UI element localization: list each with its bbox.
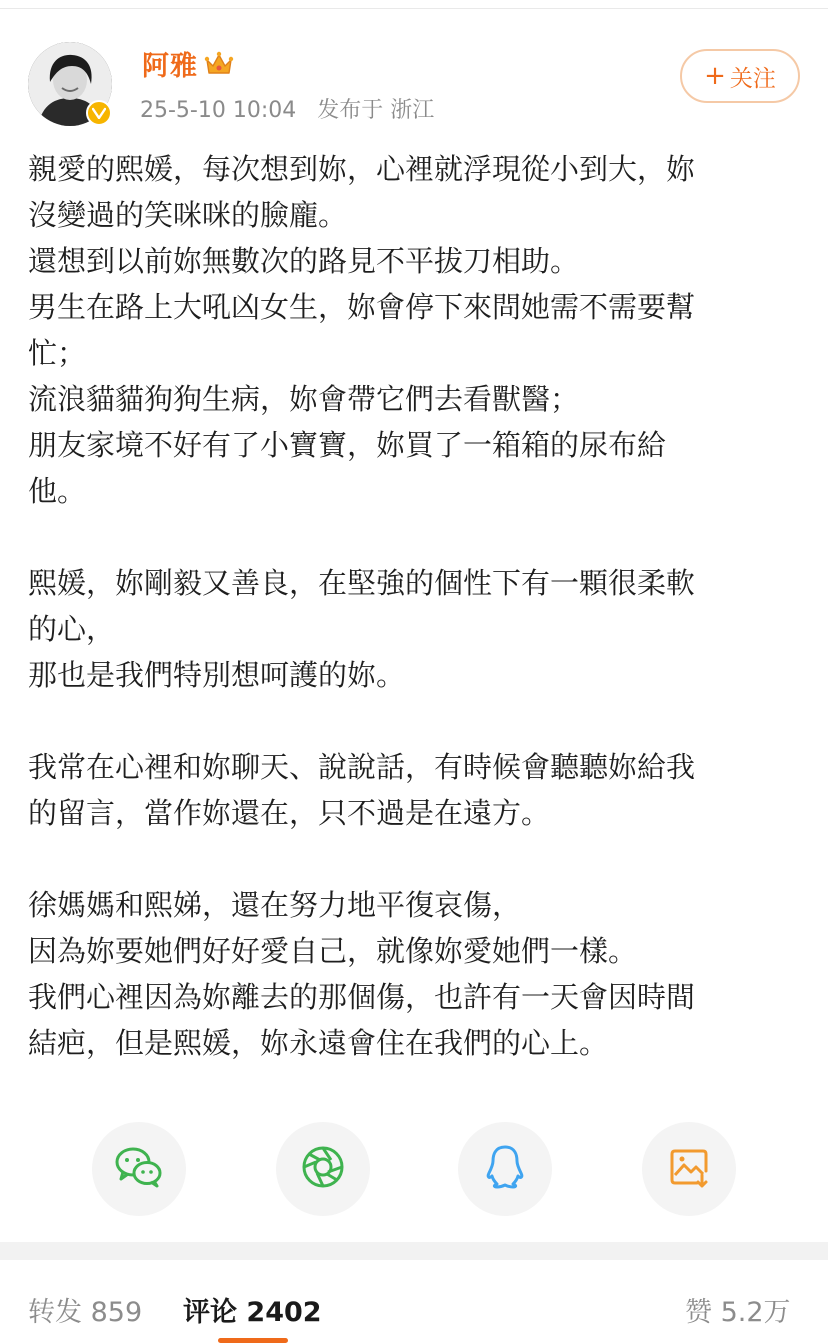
content-line: 朋友家境不好有了小寶寶，妳買了一箱箱的尿布給	[28, 428, 667, 462]
share-qq-button[interactable]	[458, 1122, 552, 1216]
content-line: 徐媽媽和熙娣，還在努力地平復哀傷，	[28, 888, 522, 922]
crown-icon[interactable]	[204, 51, 234, 77]
repost-label: 转发	[28, 1297, 82, 1328]
content-line: 他。	[28, 474, 87, 508]
content-line: 親愛的熙媛，每次想到妳，心裡就浮現從小到大，妳	[28, 152, 696, 186]
plus-icon: +	[704, 61, 726, 91]
content-line: 的留言，當作妳還在，只不過是在遠方。	[28, 796, 551, 830]
share-moments-button[interactable]	[276, 1122, 370, 1216]
author-row	[142, 44, 234, 83]
content-line: 忙；	[28, 336, 87, 370]
tab-repost[interactable]	[28, 1290, 142, 1329]
avatar-wrapper[interactable]	[28, 42, 112, 126]
repost-count: 859	[90, 1297, 143, 1328]
wechat-icon	[114, 1145, 164, 1193]
comment-count: 2402	[246, 1297, 322, 1328]
content-line: 流浪貓貓狗狗生病，妳會帶它們去看獸醫；	[28, 382, 580, 416]
content-line: 沒變過的笑咪咪的臉龐。	[28, 198, 348, 232]
post-timestamp: 25-5-10 10:04	[140, 98, 297, 123]
content-line: 男生在路上大吼凶女生，妳會停下來問她需不需要幫	[28, 290, 696, 324]
follow-label: 关注	[729, 65, 776, 92]
share-bar	[0, 1122, 828, 1218]
save-image-button[interactable]	[642, 1122, 736, 1216]
top-divider	[0, 8, 828, 9]
share-wechat-button[interactable]	[92, 1122, 186, 1216]
like-count: 5.2万	[720, 1297, 791, 1328]
content-line: 結疤，但是熙媛，妳永遠會住在我們的心上。	[28, 1026, 609, 1060]
moments-icon	[300, 1144, 346, 1194]
section-divider	[0, 1242, 828, 1260]
interaction-tabs	[0, 1260, 828, 1343]
post-content	[28, 146, 808, 1066]
active-tab-indicator	[218, 1338, 288, 1343]
content-line: 我們心裡因為妳離去的那個傷，也許有一天會因時間	[28, 980, 696, 1014]
qq-icon	[483, 1143, 527, 1195]
paragraph-gap	[28, 698, 808, 744]
paragraph-gap	[28, 514, 808, 560]
content-line: 那也是我們特別想呵護的妳。	[28, 658, 406, 692]
content-line: 的心，	[28, 612, 116, 646]
content-line: 還想到以前妳無數次的路見不平拔刀相助。	[28, 244, 580, 278]
content-line: 因為妳要她們好好愛自己，就像妳愛她們一樣。	[28, 934, 638, 968]
tab-comments[interactable]	[183, 1290, 322, 1329]
post-location: 发布于 浙江	[317, 98, 435, 123]
comment-label: 评论	[183, 1297, 237, 1328]
tab-likes[interactable]	[685, 1290, 791, 1329]
content-line: 我常在心裡和妳聊天、說說話，有時候會聽聽妳給我	[28, 750, 696, 784]
verified-badge-icon	[86, 100, 112, 126]
author-name[interactable]: 阿雅	[142, 51, 198, 82]
paragraph-gap	[28, 836, 808, 882]
follow-button[interactable]	[680, 49, 800, 103]
content-line: 熙媛，妳剛毅又善良，在堅強的個性下有一顆很柔軟	[28, 566, 696, 600]
post-header	[0, 38, 828, 128]
post-meta	[140, 93, 448, 124]
save-image-icon	[667, 1145, 711, 1193]
like-label: 赞	[685, 1297, 712, 1328]
